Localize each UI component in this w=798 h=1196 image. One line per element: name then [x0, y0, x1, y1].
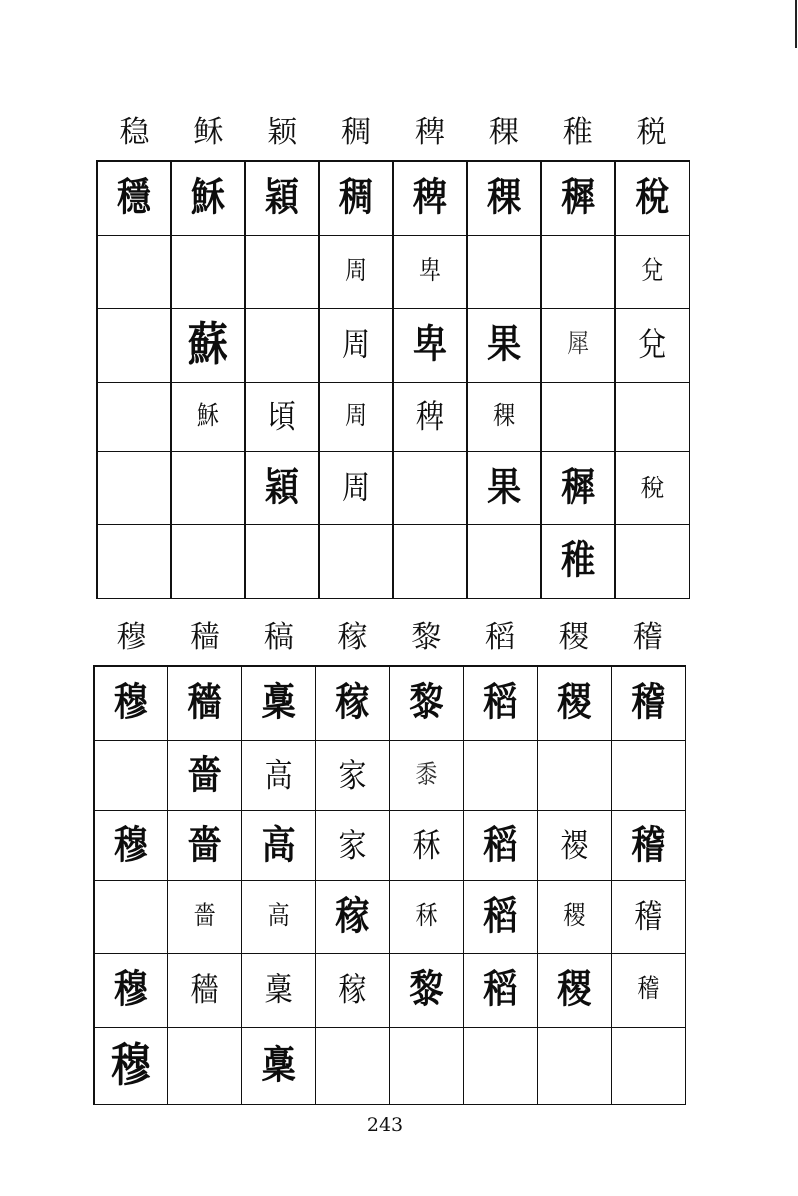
- glyph-cell: [320, 525, 393, 597]
- seal-glyph: 稅: [640, 473, 665, 502]
- glyph-cell: [246, 236, 319, 307]
- seal-glyph: 周: [344, 257, 367, 286]
- seal-glyph: 黍: [415, 760, 438, 790]
- seal-glyph: 高: [267, 902, 290, 931]
- glyph-cell: [612, 881, 684, 952]
- seal-glyph: 兌: [641, 257, 664, 286]
- glyph-cell: [168, 741, 240, 809]
- glyph-cell: [612, 811, 684, 879]
- seal-glyph: 秝: [412, 826, 441, 864]
- glyph-cell: [464, 881, 536, 952]
- header-character: 稣: [193, 115, 224, 150]
- seal-glyph: 家: [338, 826, 367, 864]
- glyph-cell: [95, 741, 167, 809]
- glyph-cell: [246, 452, 319, 523]
- seal-glyph: 稾: [264, 970, 293, 1009]
- glyph-cell: [616, 383, 689, 451]
- seal-glyph: 穆: [113, 967, 148, 1014]
- seal-glyph: 穉: [561, 175, 596, 222]
- glyph-cell: [98, 236, 171, 307]
- seal-glyph: 兌: [638, 325, 667, 364]
- glyph-cell: [316, 881, 388, 952]
- seal-glyph: 卑: [413, 322, 448, 369]
- seal-glyph: 稽: [637, 975, 660, 1005]
- seal-glyph: 頃: [267, 397, 296, 436]
- glyph-cell: [320, 236, 393, 307]
- glyph-cell: [616, 236, 689, 307]
- seal-glyph: 黎: [409, 967, 444, 1014]
- glyph-cell: [246, 162, 319, 235]
- glyph-cell: [246, 309, 319, 381]
- glyph-cell: [390, 811, 462, 879]
- glyph-cell: [168, 811, 240, 879]
- seal-glyph: 稾: [261, 680, 296, 727]
- glyph-cell: [246, 383, 319, 451]
- glyph-cell: [616, 452, 689, 523]
- glyph-cell: [464, 1028, 536, 1103]
- scan-edge-line: [795, 0, 797, 48]
- glyph-cell: [95, 811, 167, 879]
- seal-glyph: 稚: [561, 538, 596, 585]
- seal-glyph: 禝: [560, 826, 589, 864]
- glyph-cell: [320, 309, 393, 381]
- seal-glyph: 穎: [264, 175, 299, 222]
- glyph-cell: [390, 881, 462, 952]
- glyph-cell: [390, 954, 462, 1026]
- glyph-cell: [172, 162, 245, 235]
- glyph-cell: [172, 383, 245, 451]
- seal-glyph: 果: [487, 464, 522, 511]
- glyph-cell: [538, 954, 610, 1026]
- glyph-cell: [242, 954, 314, 1026]
- glyph-cell: [542, 452, 615, 523]
- glyph-cell: [390, 667, 462, 740]
- seal-glyph: 黎: [409, 680, 444, 727]
- glyph-cell: [464, 741, 536, 809]
- header-character: 颖: [267, 115, 298, 150]
- page-number: 243: [366, 1114, 404, 1136]
- glyph-cell: [538, 1028, 610, 1103]
- glyph-cell: [542, 236, 615, 307]
- seal-glyph: 稽: [631, 680, 666, 727]
- glyph-cell: [98, 309, 171, 381]
- glyph-cell: [612, 667, 684, 740]
- glyph-cell: [242, 811, 314, 879]
- glyph-cell: [320, 162, 393, 235]
- header-character: 稗: [414, 115, 445, 150]
- glyph-cell: [172, 452, 245, 523]
- glyph-cell: [242, 1028, 314, 1103]
- header-row-2: [93, 618, 686, 658]
- header-character: 稳: [119, 115, 150, 150]
- glyph-cell: [394, 452, 467, 523]
- glyph-cell: [542, 383, 615, 451]
- seal-glyph: 稗: [413, 175, 448, 222]
- glyph-cell: [538, 741, 610, 809]
- glyph-cell: [612, 1028, 684, 1103]
- glyph-cell: [242, 667, 314, 740]
- glyph-cell: [394, 309, 467, 381]
- glyph-cell: [468, 525, 541, 597]
- glyph-cell: [95, 1028, 167, 1103]
- glyph-cell: [542, 309, 615, 381]
- seal-glyph: 稼: [335, 894, 370, 941]
- glyph-table-1: [96, 160, 690, 599]
- header-character: 稿: [263, 620, 294, 655]
- header-character: 税: [636, 115, 667, 150]
- seal-glyph: 稠: [338, 175, 373, 222]
- seal-glyph: 稻: [483, 894, 518, 941]
- glyph-cell: [320, 383, 393, 451]
- seal-glyph: 稻: [483, 680, 518, 727]
- glyph-cell: [316, 741, 388, 809]
- glyph-cell: [390, 1028, 462, 1103]
- seal-glyph: 稽: [631, 822, 666, 869]
- glyph-cell: [542, 162, 615, 235]
- header-row-1: [96, 113, 690, 153]
- glyph-cell: [172, 525, 245, 597]
- glyph-cell: [98, 452, 171, 523]
- seal-glyph: 稻: [483, 967, 518, 1014]
- glyph-cell: [316, 667, 388, 740]
- seal-glyph: 周: [344, 401, 367, 431]
- seal-glyph: 穆: [113, 822, 148, 869]
- glyph-cell: [246, 525, 319, 597]
- header-character: 稠: [341, 115, 372, 150]
- glyph-cell: [612, 741, 684, 809]
- header-character: 穆: [116, 620, 147, 655]
- glyph-cell: [616, 525, 689, 597]
- header-character: 稞: [488, 115, 519, 150]
- header-character: 稚: [562, 115, 593, 150]
- glyph-cell: [95, 667, 167, 740]
- seal-glyph: 家: [338, 756, 367, 795]
- glyph-cell: [390, 741, 462, 809]
- glyph-cell: [316, 954, 388, 1026]
- glyph-cell: [538, 881, 610, 952]
- seal-glyph: 高: [264, 756, 293, 795]
- seal-glyph: 穌: [190, 175, 225, 222]
- glyph-cell: [168, 1028, 240, 1103]
- glyph-cell: [538, 811, 610, 879]
- seal-glyph: 穆: [110, 1038, 151, 1093]
- seal-glyph: 稷: [563, 902, 586, 931]
- header-character: 黎: [411, 620, 442, 655]
- seal-glyph: 稷: [557, 680, 592, 727]
- glyph-cell: [172, 309, 245, 381]
- seal-glyph: 高: [261, 822, 296, 869]
- header-character: 稻: [485, 620, 516, 655]
- glyph-cell: [168, 954, 240, 1026]
- glyph-cell: [316, 1028, 388, 1103]
- seal-glyph: 稞: [487, 175, 522, 222]
- glyph-cell: [538, 667, 610, 740]
- seal-glyph: 稼: [335, 680, 370, 727]
- glyph-cell: [616, 162, 689, 235]
- seal-glyph: 穩: [116, 175, 151, 222]
- seal-glyph: 周: [341, 468, 370, 507]
- glyph-cell: [242, 741, 314, 809]
- seal-glyph: 嗇: [193, 902, 216, 931]
- seal-glyph: 穡: [187, 680, 222, 727]
- header-character: 稽: [632, 620, 663, 655]
- glyph-cell: [394, 236, 467, 307]
- seal-glyph: 穡: [190, 970, 219, 1009]
- glyph-table-2: [93, 665, 686, 1105]
- seal-glyph: 穎: [264, 464, 299, 511]
- glyph-cell: [95, 954, 167, 1026]
- seal-glyph: 稅: [635, 175, 670, 222]
- glyph-cell: [168, 881, 240, 952]
- seal-glyph: 稼: [338, 970, 367, 1009]
- glyph-cell: [464, 811, 536, 879]
- seal-glyph: 卑: [419, 257, 442, 286]
- glyph-cell: [542, 525, 615, 597]
- glyph-cell: [468, 162, 541, 235]
- header-character: 穑: [190, 620, 221, 655]
- glyph-cell: [464, 667, 536, 740]
- glyph-cell: [242, 881, 314, 952]
- seal-glyph: 稞: [493, 401, 516, 431]
- seal-glyph: 犀: [567, 330, 590, 360]
- seal-glyph: 果: [487, 322, 522, 369]
- glyph-cell: [468, 383, 541, 451]
- seal-glyph: 嗇: [187, 822, 222, 869]
- glyph-cell: [172, 236, 245, 307]
- glyph-cell: [98, 162, 171, 235]
- glyph-cell: [320, 452, 393, 523]
- seal-glyph: 穆: [113, 680, 148, 727]
- seal-glyph: 穉: [561, 464, 596, 511]
- seal-glyph: 稽: [634, 897, 663, 936]
- seal-glyph: 秝: [415, 902, 438, 931]
- glyph-cell: [394, 525, 467, 597]
- glyph-cell: [394, 383, 467, 451]
- header-character: 稼: [337, 620, 368, 655]
- seal-glyph: 嗇: [187, 752, 222, 799]
- glyph-cell: [394, 162, 467, 235]
- glyph-cell: [168, 667, 240, 740]
- glyph-cell: [468, 236, 541, 307]
- header-character: 稷: [558, 620, 589, 655]
- seal-glyph: 穌: [196, 401, 219, 431]
- seal-glyph: 蘇: [187, 317, 228, 372]
- glyph-cell: [98, 383, 171, 451]
- glyph-cell: [98, 525, 171, 597]
- seal-glyph: 稾: [261, 1042, 296, 1089]
- glyph-cell: [616, 309, 689, 381]
- glyph-cell: [468, 309, 541, 381]
- glyph-cell: [464, 954, 536, 1026]
- glyph-cell: [468, 452, 541, 523]
- glyph-cell: [612, 954, 684, 1026]
- seal-glyph: 稻: [483, 822, 518, 869]
- glyph-cell: [316, 811, 388, 879]
- seal-glyph: 稗: [416, 397, 445, 436]
- glyph-cell: [95, 881, 167, 952]
- seal-glyph: 稷: [557, 967, 592, 1014]
- seal-glyph: 周: [341, 325, 370, 364]
